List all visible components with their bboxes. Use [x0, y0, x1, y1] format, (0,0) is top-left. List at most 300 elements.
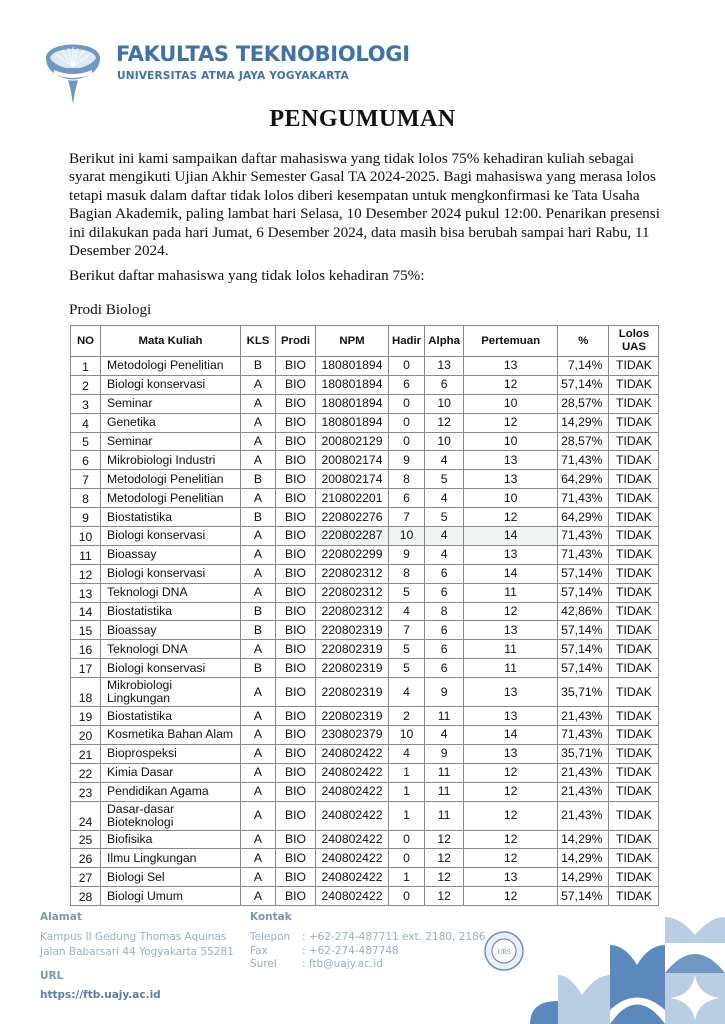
- col-header-hadir: Hadir: [389, 326, 425, 357]
- cell-kls: A: [241, 527, 276, 546]
- table-row: [71, 545, 659, 564]
- cell-alpha: 10: [425, 394, 464, 413]
- cell-hadir: 4: [389, 678, 425, 707]
- cell-pertemuan: 13: [464, 707, 558, 726]
- cell-hadir: 1: [389, 782, 425, 801]
- cell-lolos-uas: TIDAK: [609, 849, 659, 868]
- cell-kls: A: [241, 830, 276, 849]
- decorative-shapes-icon: [530, 905, 725, 1024]
- cell-no: 21: [71, 744, 101, 763]
- cell-no: 11: [71, 545, 101, 564]
- cell-kls: A: [241, 640, 276, 659]
- cell-prodi: BIO: [276, 640, 316, 659]
- cell-prodi: BIO: [276, 726, 316, 745]
- contact-phone: Telepon : +62-274-487711 ext. 2180, 2186: [250, 930, 486, 943]
- cell-hadir: 0: [389, 413, 425, 432]
- cell-prodi: BIO: [276, 527, 316, 546]
- cell-hadir: 5: [389, 640, 425, 659]
- cell-pertemuan: 12: [464, 887, 558, 906]
- cell-prodi: BIO: [276, 508, 316, 527]
- cell-course: Biologi konservasi: [101, 375, 241, 394]
- cell-prodi: BIO: [276, 763, 316, 782]
- cell-no: 14: [71, 602, 101, 621]
- cell-hadir: 7: [389, 621, 425, 640]
- table-row: [71, 744, 659, 763]
- cell-lolos-uas: TIDAK: [609, 602, 659, 621]
- cell-pertemuan: 13: [464, 545, 558, 564]
- cell-prodi: BIO: [276, 451, 316, 470]
- cell-kls: A: [241, 887, 276, 906]
- cell-pertemuan: 11: [464, 640, 558, 659]
- cell-lolos-uas: TIDAK: [609, 451, 659, 470]
- cell-alpha: 8: [425, 602, 464, 621]
- cell-hadir: 0: [389, 357, 425, 376]
- cell-kls: A: [241, 707, 276, 726]
- cell-kls: A: [241, 763, 276, 782]
- cell-percent: 57,14%: [558, 583, 609, 602]
- table-row: [71, 830, 659, 849]
- website-link[interactable]: https://ftb.uajy.ac.id: [40, 989, 161, 1001]
- cell-lolos-uas: TIDAK: [609, 782, 659, 801]
- cell-npm: 240802422: [316, 887, 389, 906]
- cell-hadir: 0: [389, 432, 425, 451]
- cell-npm: 240802422: [316, 868, 389, 887]
- cell-alpha: 12: [425, 413, 464, 432]
- cell-course: Biologi konservasi: [101, 527, 241, 546]
- cell-course: Bioassay: [101, 545, 241, 564]
- cell-pertemuan: 12: [464, 849, 558, 868]
- cell-percent: 57,14%: [558, 621, 609, 640]
- cell-kls: A: [241, 375, 276, 394]
- cell-kls: B: [241, 508, 276, 527]
- cell-course: Biostatistika: [101, 602, 241, 621]
- cell-npm: 220802319: [316, 659, 389, 678]
- table-row: [71, 527, 659, 546]
- cell-lolos-uas: TIDAK: [609, 763, 659, 782]
- cell-course: Pendidikan Agama: [101, 782, 241, 801]
- cell-alpha: 11: [425, 763, 464, 782]
- cell-no: 9: [71, 508, 101, 527]
- cell-no: 6: [71, 451, 101, 470]
- cell-percent: 57,14%: [558, 640, 609, 659]
- cell-no: 23: [71, 782, 101, 801]
- cell-lolos-uas: TIDAK: [609, 678, 659, 707]
- cell-lolos-uas: TIDAK: [609, 508, 659, 527]
- cell-alpha: 12: [425, 830, 464, 849]
- cell-percent: 14,29%: [558, 868, 609, 887]
- cell-lolos-uas: TIDAK: [609, 707, 659, 726]
- table-header-row: [71, 326, 659, 357]
- cell-npm: 220802319: [316, 707, 389, 726]
- cell-percent: 21,43%: [558, 801, 609, 830]
- cell-pertemuan: 13: [464, 621, 558, 640]
- table-row: [71, 659, 659, 678]
- cell-prodi: BIO: [276, 394, 316, 413]
- cell-lolos-uas: TIDAK: [609, 375, 659, 394]
- cell-no: 12: [71, 564, 101, 583]
- cell-pertemuan: 13: [464, 678, 558, 707]
- cell-alpha: 6: [425, 564, 464, 583]
- cell-course: Biostatistika: [101, 508, 241, 527]
- cell-hadir: 10: [389, 726, 425, 745]
- cell-prodi: BIO: [276, 545, 316, 564]
- table-row: [71, 849, 659, 868]
- cell-kls: A: [241, 678, 276, 707]
- cell-no: 20: [71, 726, 101, 745]
- cell-pertemuan: 12: [464, 602, 558, 621]
- svg-text:URS: URS: [497, 948, 511, 956]
- cell-prodi: BIO: [276, 887, 316, 906]
- cell-lolos-uas: TIDAK: [609, 545, 659, 564]
- cell-hadir: 4: [389, 602, 425, 621]
- cell-npm: 220802319: [316, 678, 389, 707]
- cell-course: Biologi konservasi: [101, 564, 241, 583]
- cell-alpha: 4: [425, 489, 464, 508]
- cell-npm: 240802422: [316, 744, 389, 763]
- cell-alpha: 4: [425, 451, 464, 470]
- cell-lolos-uas: TIDAK: [609, 470, 659, 489]
- cell-course: Metodologi Penelitian: [101, 470, 241, 489]
- col-header-pertemuan: Pertemuan: [464, 326, 558, 357]
- cell-npm: 210802201: [316, 489, 389, 508]
- cell-hadir: 6: [389, 375, 425, 394]
- cell-percent: 7,14%: [558, 357, 609, 376]
- cell-no: 27: [71, 868, 101, 887]
- cell-kls: A: [241, 413, 276, 432]
- cell-course: Teknologi DNA: [101, 640, 241, 659]
- cell-kls: A: [241, 868, 276, 887]
- iso-certification-badge-icon: [483, 930, 525, 972]
- cell-alpha: 5: [425, 508, 464, 527]
- cell-percent: 71,43%: [558, 489, 609, 508]
- cell-kls: B: [241, 470, 276, 489]
- cell-npm: 240802422: [316, 830, 389, 849]
- table-row: [71, 640, 659, 659]
- cell-percent: 64,29%: [558, 508, 609, 527]
- cell-pertemuan: 13: [464, 868, 558, 887]
- cell-pertemuan: 11: [464, 659, 558, 678]
- cell-hadir: 5: [389, 583, 425, 602]
- cell-hadir: 1: [389, 763, 425, 782]
- cell-kls: A: [241, 583, 276, 602]
- cell-pertemuan: 12: [464, 763, 558, 782]
- table-row: [71, 678, 659, 707]
- address-line-1: Kampus II Gedung Thomas Aquinas: [40, 930, 227, 943]
- cell-lolos-uas: TIDAK: [609, 887, 659, 906]
- attendance-table: [70, 325, 659, 906]
- table-row: [71, 451, 659, 470]
- cell-alpha: 11: [425, 801, 464, 830]
- col-header-no: NO: [71, 326, 101, 357]
- cell-course: Metodologi Penelitian: [101, 357, 241, 376]
- cell-pertemuan: 13: [464, 470, 558, 489]
- cell-prodi: BIO: [276, 801, 316, 830]
- table-row: [71, 801, 659, 830]
- cell-pertemuan: 10: [464, 489, 558, 508]
- cell-course: Ilmu Lingkungan: [101, 849, 241, 868]
- cell-lolos-uas: TIDAK: [609, 357, 659, 376]
- list-intro: Berikut daftar mahasiswa yang tidak lolos kehadiran 75%:: [69, 267, 425, 284]
- contact-email[interactable]: Surel : ftb@uajy.ac.id: [250, 958, 383, 970]
- cell-prodi: BIO: [276, 678, 316, 707]
- cell-no: 26: [71, 849, 101, 868]
- cell-percent: 21,43%: [558, 707, 609, 726]
- cell-lolos-uas: TIDAK: [609, 413, 659, 432]
- cell-lolos-uas: TIDAK: [609, 659, 659, 678]
- faculty-name: FAKULTAS TEKNOBIOLOGI: [116, 42, 410, 66]
- cell-lolos-uas: TIDAK: [609, 640, 659, 659]
- cell-hadir: 0: [389, 394, 425, 413]
- cell-no: 1: [71, 357, 101, 376]
- cell-percent: 71,43%: [558, 726, 609, 745]
- col-header-course: Mata Kuliah: [101, 326, 241, 357]
- cell-course: Seminar: [101, 394, 241, 413]
- cell-alpha: 11: [425, 782, 464, 801]
- cell-pertemuan: 13: [464, 357, 558, 376]
- cell-course: Metodologi Penelitian: [101, 489, 241, 508]
- cell-prodi: BIO: [276, 602, 316, 621]
- cell-prodi: BIO: [276, 621, 316, 640]
- cell-prodi: BIO: [276, 583, 316, 602]
- cell-alpha: 13: [425, 357, 464, 376]
- cell-alpha: 10: [425, 432, 464, 451]
- cell-course: Mikrobiologi Lingkungan: [101, 678, 241, 707]
- table-row: [71, 868, 659, 887]
- cell-lolos-uas: TIDAK: [609, 432, 659, 451]
- cell-lolos-uas: TIDAK: [609, 489, 659, 508]
- cell-kls: A: [241, 394, 276, 413]
- cell-prodi: BIO: [276, 357, 316, 376]
- col-header-lolos-uas: Lolos UAS: [609, 326, 659, 357]
- cell-percent: 35,71%: [558, 744, 609, 763]
- cell-alpha: 5: [425, 470, 464, 489]
- cell-npm: 180801894: [316, 357, 389, 376]
- program-label: Prodi Biologi: [69, 301, 152, 318]
- cell-hadir: 8: [389, 564, 425, 583]
- cell-hadir: 7: [389, 508, 425, 527]
- cell-lolos-uas: TIDAK: [609, 868, 659, 887]
- cell-kls: A: [241, 451, 276, 470]
- address-label: Alamat: [40, 911, 82, 923]
- cell-hadir: 4: [389, 744, 425, 763]
- table-row: [71, 470, 659, 489]
- cell-percent: 35,71%: [558, 678, 609, 707]
- cell-no: 3: [71, 394, 101, 413]
- table-row: [71, 489, 659, 508]
- cell-lolos-uas: TIDAK: [609, 583, 659, 602]
- cell-npm: 240802422: [316, 801, 389, 830]
- contact-label: Kontak: [250, 911, 292, 923]
- cell-kls: A: [241, 801, 276, 830]
- cell-percent: 21,43%: [558, 763, 609, 782]
- cell-alpha: 12: [425, 868, 464, 887]
- cell-percent: 21,43%: [558, 782, 609, 801]
- cell-npm: 240802422: [316, 763, 389, 782]
- cell-no: 5: [71, 432, 101, 451]
- table-row: [71, 394, 659, 413]
- col-header-percent: %: [558, 326, 609, 357]
- cell-kls: A: [241, 432, 276, 451]
- cell-percent: 71,43%: [558, 451, 609, 470]
- cell-course: Seminar: [101, 432, 241, 451]
- cell-course: Genetika: [101, 413, 241, 432]
- url-label: URL: [40, 969, 64, 982]
- cell-prodi: BIO: [276, 782, 316, 801]
- cell-percent: 57,14%: [558, 564, 609, 583]
- cell-prodi: BIO: [276, 432, 316, 451]
- cell-npm: 240802422: [316, 782, 389, 801]
- cell-course: Dasar-dasar Bioteknologi: [101, 801, 241, 830]
- cell-percent: 14,29%: [558, 413, 609, 432]
- cell-no: 17: [71, 659, 101, 678]
- cell-alpha: 6: [425, 583, 464, 602]
- cell-pertemuan: 10: [464, 394, 558, 413]
- cell-lolos-uas: TIDAK: [609, 394, 659, 413]
- table-row: [71, 413, 659, 432]
- cell-prodi: BIO: [276, 707, 316, 726]
- cell-no: 18: [71, 678, 101, 707]
- cell-pertemuan: 13: [464, 451, 558, 470]
- cell-hadir: 0: [389, 849, 425, 868]
- cell-kls: A: [241, 545, 276, 564]
- cell-percent: 71,43%: [558, 527, 609, 546]
- cell-npm: 220802287: [316, 527, 389, 546]
- cell-alpha: 9: [425, 744, 464, 763]
- footer-contact-block: [250, 910, 510, 973]
- cell-no: 19: [71, 707, 101, 726]
- col-header-prodi: Prodi: [276, 326, 316, 357]
- contact-fax: Fax : +62-274-487748: [250, 945, 399, 957]
- cell-lolos-uas: TIDAK: [609, 621, 659, 640]
- cell-prodi: BIO: [276, 564, 316, 583]
- cell-alpha: 6: [425, 621, 464, 640]
- cell-npm: 220802319: [316, 640, 389, 659]
- cell-npm: 230802379: [316, 726, 389, 745]
- cell-alpha: 4: [425, 726, 464, 745]
- cell-pertemuan: 12: [464, 830, 558, 849]
- cell-kls: A: [241, 782, 276, 801]
- cell-hadir: 1: [389, 801, 425, 830]
- cell-course: Kimia Dasar: [101, 763, 241, 782]
- cell-lolos-uas: TIDAK: [609, 830, 659, 849]
- cell-percent: 57,14%: [558, 659, 609, 678]
- cell-course: Kosmetika Bahan Alam: [101, 726, 241, 745]
- cell-no: 10: [71, 527, 101, 546]
- table-row: [71, 782, 659, 801]
- cell-npm: 220802312: [316, 564, 389, 583]
- cell-kls: B: [241, 357, 276, 376]
- table-row: [71, 564, 659, 583]
- cell-prodi: BIO: [276, 868, 316, 887]
- cell-hadir: 8: [389, 470, 425, 489]
- cell-percent: 71,43%: [558, 545, 609, 564]
- cell-alpha: 12: [425, 887, 464, 906]
- cell-lolos-uas: TIDAK: [609, 564, 659, 583]
- table-row: [71, 726, 659, 745]
- table-row: [71, 375, 659, 394]
- table-row: [71, 357, 659, 376]
- cell-hadir: 6: [389, 489, 425, 508]
- cell-alpha: 6: [425, 659, 464, 678]
- cell-prodi: BIO: [276, 849, 316, 868]
- cell-kls: A: [241, 849, 276, 868]
- cell-no: 15: [71, 621, 101, 640]
- cell-no: 2: [71, 375, 101, 394]
- university-name: UNIVERSITAS ATMA JAYA YOGYAKARTA: [117, 70, 349, 82]
- cell-percent: 28,57%: [558, 394, 609, 413]
- cell-prodi: BIO: [276, 489, 316, 508]
- cell-npm: 220802312: [316, 602, 389, 621]
- cell-prodi: BIO: [276, 375, 316, 394]
- cell-kls: A: [241, 726, 276, 745]
- cell-alpha: 4: [425, 545, 464, 564]
- cell-hadir: 0: [389, 830, 425, 849]
- cell-npm: 220802312: [316, 583, 389, 602]
- cell-pertemuan: 14: [464, 726, 558, 745]
- cell-pertemuan: 14: [464, 564, 558, 583]
- cell-pertemuan: 12: [464, 375, 558, 394]
- cell-alpha: 4: [425, 527, 464, 546]
- table-row: [71, 432, 659, 451]
- cell-alpha: 12: [425, 849, 464, 868]
- cell-alpha: 11: [425, 707, 464, 726]
- cell-hadir: 0: [389, 887, 425, 906]
- cell-hadir: 10: [389, 527, 425, 546]
- letterhead: [40, 32, 440, 112]
- cell-course: Biologi Sel: [101, 868, 241, 887]
- intro-paragraph: Berikut ini kami sampaikan daftar mahasiswa yang tidak lolos 75% kehadiran kuliah sebagai syarat mengikuti Ujian Akhir Semester Gasal TA 2024-2025. Bagi mahasiswa yang merasa lolos tetapi masuk dalam daftar tidak lolos diberi kesempatan untuk mengkonfirmasi ke Tata Usaha Bagian Akademik, paling lambat hari Selasa, 10 Desember 2024 pukul 12:00. Penarikan presensi ini dilakukan pada hari Jumat, 6 Desember 2024, data masih bisa berubah sampai hari Rabu, 11 Desember 2024.: [69, 150, 660, 260]
- cell-hadir: 9: [389, 545, 425, 564]
- cell-kls: B: [241, 621, 276, 640]
- cell-lolos-uas: TIDAK: [609, 801, 659, 830]
- cell-npm: 180801894: [316, 394, 389, 413]
- cell-npm: 220802299: [316, 545, 389, 564]
- cell-no: 16: [71, 640, 101, 659]
- cell-course: Mikrobiologi Industri: [101, 451, 241, 470]
- cell-course: Biofisika: [101, 830, 241, 849]
- cell-pertemuan: 12: [464, 413, 558, 432]
- cell-lolos-uas: TIDAK: [609, 726, 659, 745]
- cell-kls: B: [241, 602, 276, 621]
- page-title: PENGUMUMAN: [269, 106, 456, 132]
- cell-kls: A: [241, 564, 276, 583]
- table-row: [71, 602, 659, 621]
- cell-alpha: 6: [425, 640, 464, 659]
- cell-pertemuan: 11: [464, 583, 558, 602]
- cell-hadir: 1: [389, 868, 425, 887]
- cell-prodi: BIO: [276, 830, 316, 849]
- address-line-2: Jalan Babarsari 44 Yogyakarta 55281: [40, 946, 234, 958]
- cell-percent: 28,57%: [558, 432, 609, 451]
- cell-pertemuan: 13: [464, 744, 558, 763]
- cell-alpha: 6: [425, 375, 464, 394]
- table-row: [71, 707, 659, 726]
- table-row: [71, 508, 659, 527]
- cell-percent: 64,29%: [558, 470, 609, 489]
- cell-alpha: 9: [425, 678, 464, 707]
- cell-pertemuan: 10: [464, 432, 558, 451]
- cell-pertemuan: 12: [464, 801, 558, 830]
- table-row: [71, 621, 659, 640]
- cell-course: Biologi Umum: [101, 887, 241, 906]
- cell-lolos-uas: TIDAK: [609, 744, 659, 763]
- cell-pertemuan: 12: [464, 508, 558, 527]
- cell-percent: 14,29%: [558, 849, 609, 868]
- cell-course: Biostatistika: [101, 707, 241, 726]
- cell-npm: 200802129: [316, 432, 389, 451]
- cell-course: Bioassay: [101, 621, 241, 640]
- table-row: [71, 583, 659, 602]
